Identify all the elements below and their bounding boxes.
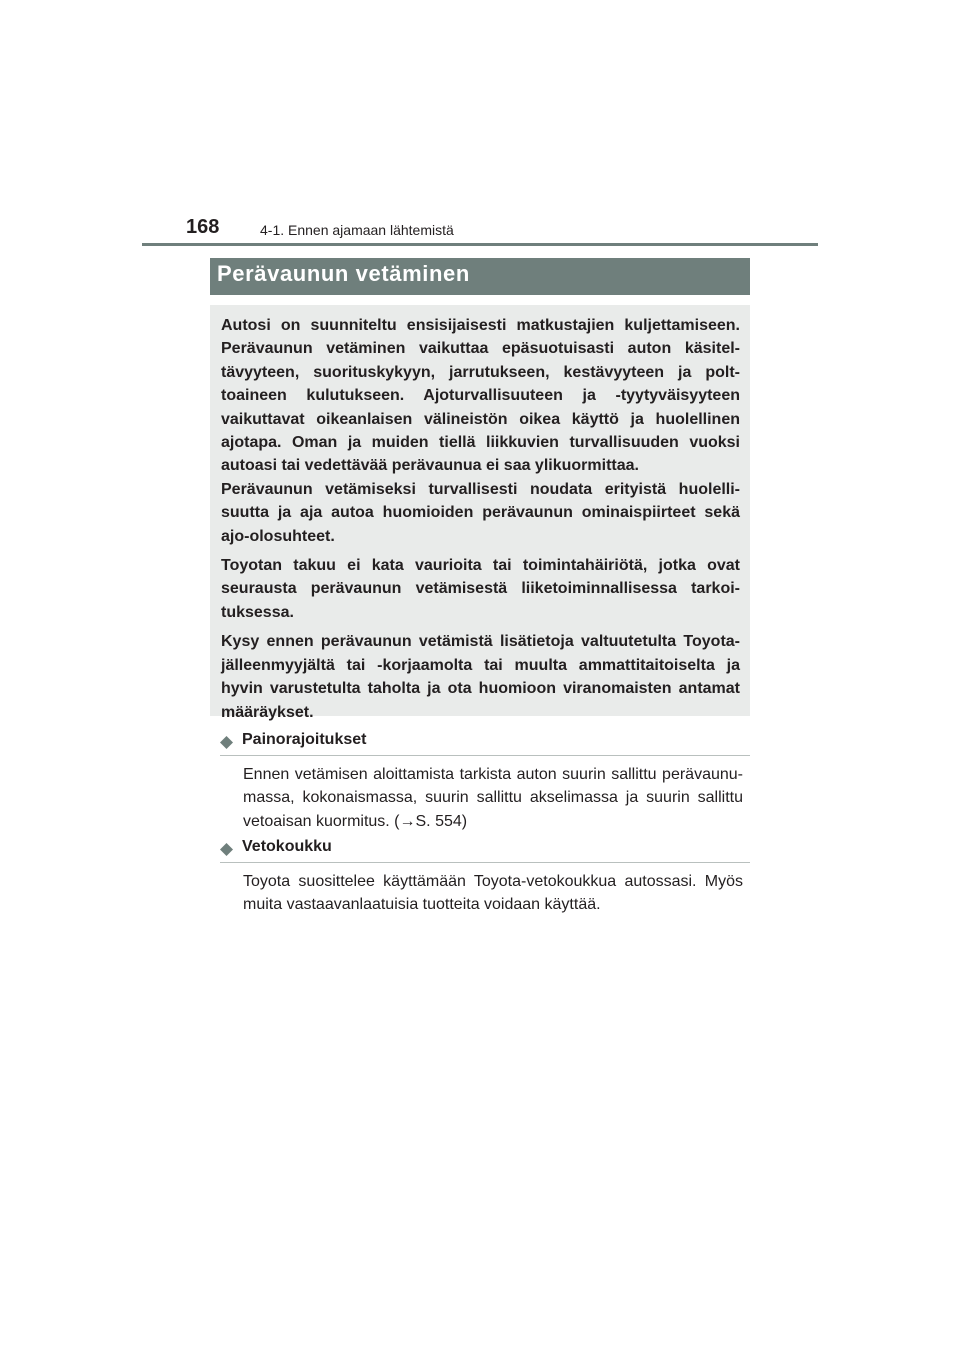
page-number: 168 [186,216,220,238]
page-header [186,216,746,244]
intro-box [210,305,750,721]
section-heading-tow-hitch [220,838,750,863]
page-title: Perävaunun vetäminen [217,261,470,286]
section-body-tow-hitch: Toyota suosittelee käyttämään Toyota-vetokoukkua autossasi. Myös muita vastaavanlaatuisia tuotteita voidaan käyttää. [243,873,743,914]
diamond-bullet-icon [220,843,233,856]
section-heading-text: Vetokoukku [242,838,332,855]
intro-paragraph: Toyotan takuu ei kata vaurioita tai toimintahäiriötä, jotka ovat seurausta perävaunun vetämisestä liiketoiminnallisessa tarkoi-tuksessa. [221,557,740,621]
diamond-bullet-icon [220,736,233,749]
intro-paragraph: Perävaunun vetämiseksi turvallisesti noudata erityistä huolelli-suutta ja aja autoa huomioiden perävaunun ominaispiirteet sekä ajo-olosuhteet. [221,480,740,545]
title-bar [210,258,750,295]
section-breadcrumb: 4-1. Ennen ajamaan lähtemistä [260,222,454,238]
intro-paragraph: Kysy ennen perävaunun vetämistä lisätietoja valtuutetulta Toyota-jälleenmyyjältä tai -korjaamolta tai muulta ammattitaitoiselta ja hyvin varustetulta taholta ja ota huomioon viranomaisten antamat määräykset. [221,633,740,721]
section-heading-weight-limits [220,731,750,756]
header-divider [142,243,818,246]
section-body-weight-limits: Ennen vetämisen aloittamista tarkista auton suurin sallittu perävaunu-massa, kokonaismassa, suurin sallittu akselimassa ja suurin sallittu vetoaisan kuormitus. (→S. 554) [243,766,743,830]
section-heading-text: Painorajoitukset [242,731,367,748]
intro-paragraph: Autosi on suunniteltu ensisijaisesti matkustajien kuljettamiseen. Perävaunun vetäminen vaikuttaa epäsuotuisasti auton käsitel-tävyyteen, suorituskykyyn, jarrutukseen, kestävyyteen ja polt-toaineen kulutukseen. Ajoturvallisuuteen ja -tyytyväisyyteen vaikuttavat oikeanlaisen välineistön oikea käyttö ja huolellinen ajotapa. Oman ja muiden tiellä liikkuvien turvallisuuden vuoksi autoasi tai vedettävää perävaunua ei saa ylikuormittaa. [221,317,740,475]
